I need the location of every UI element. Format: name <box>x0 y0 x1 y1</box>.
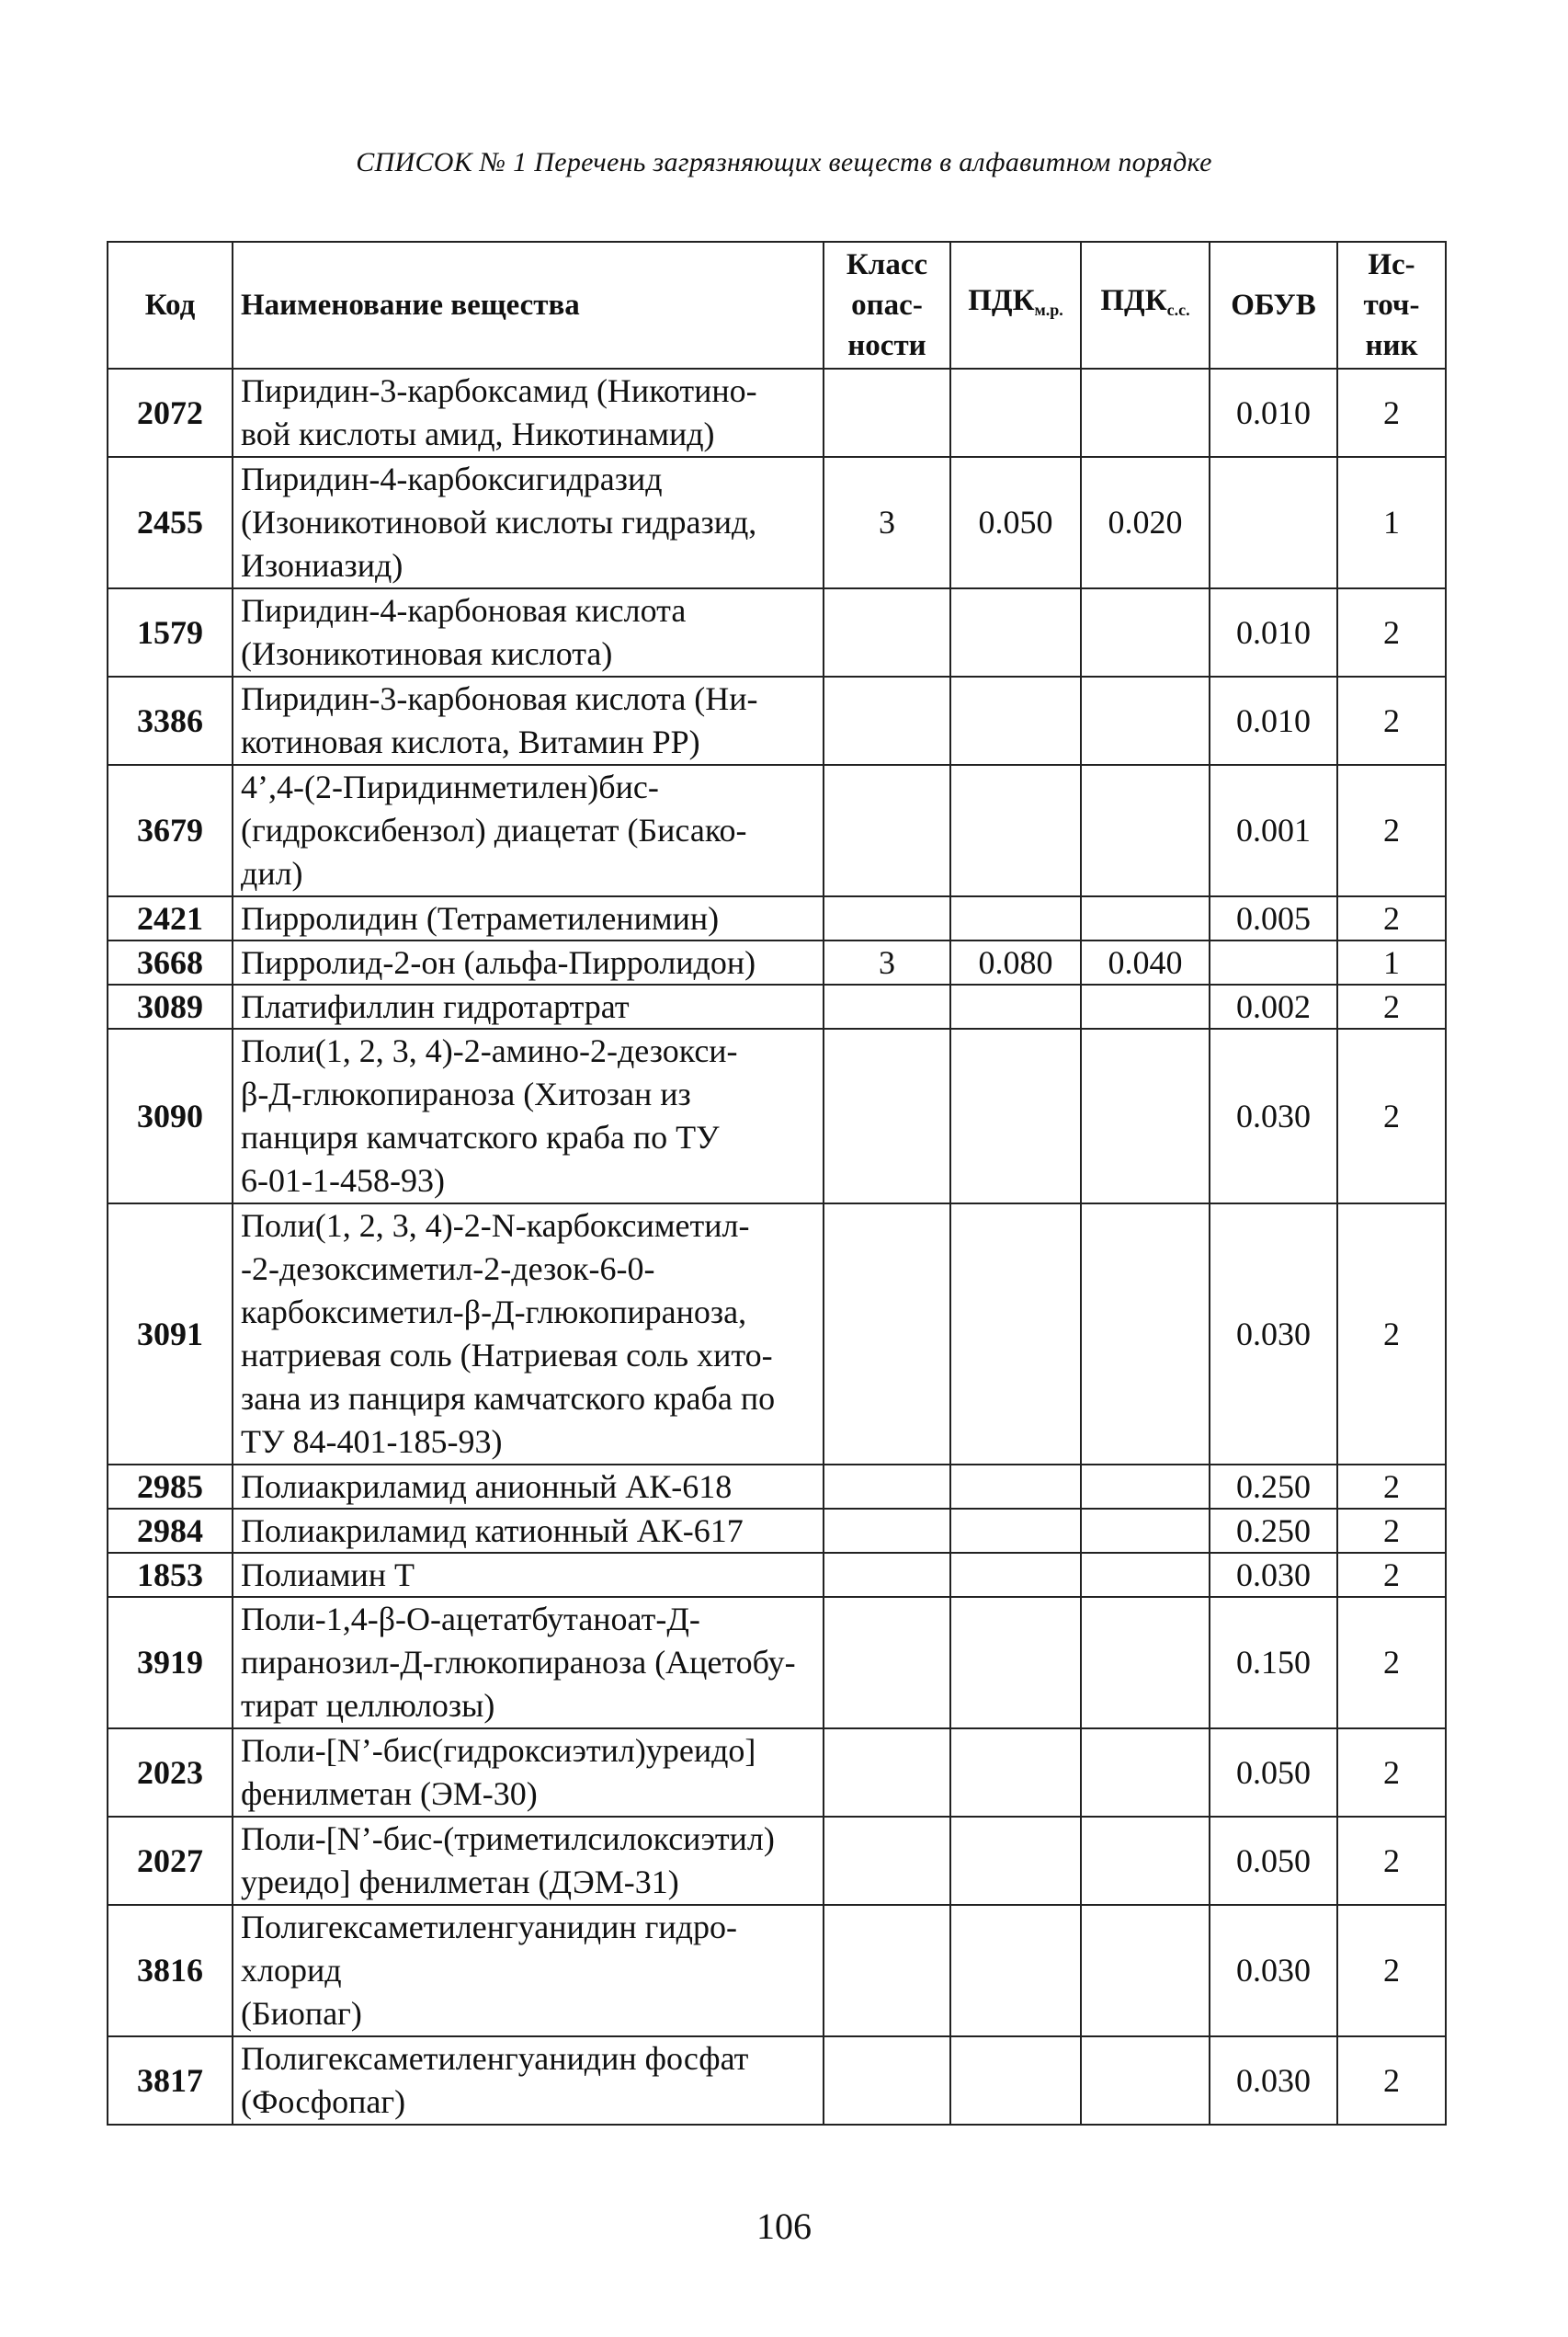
cell-pdk-mr <box>950 1905 1081 2036</box>
cell-name-line: 4’,4-(2-Пиридинметилен)бис- <box>241 769 659 805</box>
cell-name-line: (Изоникотиновая кислота) <box>241 635 613 672</box>
cell-pdk-mr <box>950 765 1081 896</box>
cell-hazard-class <box>824 369 950 457</box>
cell-name-line: -2-дезоксиметил-2-дезок-6-0- <box>241 1250 655 1287</box>
cell-hazard-class <box>824 985 950 1029</box>
cell-name-line: Поли(1, 2, 3, 4)-2-N-карбоксиметил- <box>241 1207 750 1244</box>
cell-pdk-ss <box>1081 1553 1210 1597</box>
cell-name-line: дил) <box>241 855 303 892</box>
table-row <box>108 588 1446 677</box>
cell-name-line: Пиридин-4-карбоксигидразид <box>241 461 663 497</box>
cell-name <box>233 1553 824 1597</box>
cell-source: 2 <box>1337 1553 1446 1597</box>
header-source-line: ник <box>1365 329 1418 362</box>
cell-name-line: Пиридин-3-карбоксамид (Никотино- <box>241 372 757 409</box>
cell-hazard-class <box>824 765 950 896</box>
cell-hazard-class <box>824 677 950 765</box>
cell-obuv: 0.010 <box>1210 369 1337 457</box>
header-source-line: Ис- <box>1368 248 1415 281</box>
cell-obuv: 0.005 <box>1210 896 1337 940</box>
cell-pdk-ss <box>1081 896 1210 940</box>
header-hazard-class-line: опас- <box>851 289 923 322</box>
cell-name <box>233 1203 824 1465</box>
cell-name <box>233 940 824 985</box>
cell-name <box>233 369 824 457</box>
cell-code: 2072 <box>108 369 233 457</box>
cell-name-line: (гидроксибензол) диацетат (Бисако- <box>241 812 747 849</box>
cell-hazard-class <box>824 896 950 940</box>
header-name: Наименование вещества <box>233 242 824 369</box>
cell-code: 3386 <box>108 677 233 765</box>
cell-obuv: 0.002 <box>1210 985 1337 1029</box>
cell-obuv: 0.050 <box>1210 1817 1337 1905</box>
cell-name-line: Пиридин-3-карбоновая кислота (Ни- <box>241 680 758 717</box>
cell-name <box>233 2036 824 2125</box>
cell-source: 1 <box>1337 940 1446 985</box>
cell-code: 2027 <box>108 1817 233 1905</box>
header-pdk-ss-sub: с.с. <box>1166 301 1190 319</box>
cell-obuv <box>1210 457 1337 588</box>
cell-pdk-mr <box>950 985 1081 1029</box>
table-row <box>108 896 1446 940</box>
cell-name-line: Поли-1,4-β-О-ацетатбутаноат-Д- <box>241 1601 700 1637</box>
cell-obuv: 0.030 <box>1210 1029 1337 1203</box>
cell-pdk-mr <box>950 1203 1081 1465</box>
cell-code: 3089 <box>108 985 233 1029</box>
cell-pdk-mr <box>950 588 1081 677</box>
table-row <box>108 940 1446 985</box>
header-hazard-class <box>824 242 950 369</box>
cell-pdk-ss <box>1081 985 1210 1029</box>
cell-code: 3817 <box>108 2036 233 2125</box>
cell-pdk-ss <box>1081 1029 1210 1203</box>
cell-name-line: Полиамин Т <box>241 1556 415 1593</box>
cell-obuv: 0.050 <box>1210 1728 1337 1817</box>
cell-source: 2 <box>1337 1905 1446 2036</box>
cell-code: 3816 <box>108 1905 233 2036</box>
cell-hazard-class <box>824 1203 950 1465</box>
cell-hazard-class <box>824 2036 950 2125</box>
cell-pdk-ss <box>1081 588 1210 677</box>
cell-name <box>233 457 824 588</box>
cell-code: 2984 <box>108 1509 233 1553</box>
cell-pdk-mr <box>950 1597 1081 1728</box>
cell-name <box>233 1029 824 1203</box>
table-row <box>108 1509 1446 1553</box>
cell-pdk-mr <box>950 896 1081 940</box>
cell-hazard-class: 3 <box>824 457 950 588</box>
table-row <box>108 677 1446 765</box>
cell-name-line: (Биопаг) <box>241 1995 362 2032</box>
cell-hazard-class <box>824 1509 950 1553</box>
cell-code: 2455 <box>108 457 233 588</box>
cell-obuv: 0.030 <box>1210 1905 1337 2036</box>
cell-name-line: панциря камчатского краба по ТУ <box>241 1119 720 1156</box>
cell-pdk-ss <box>1081 1465 1210 1509</box>
cell-name <box>233 1465 824 1509</box>
table-row <box>108 1553 1446 1597</box>
cell-pdk-mr <box>950 1728 1081 1817</box>
header-pdk-mr-sub: м.р. <box>1034 301 1063 319</box>
cell-obuv: 0.030 <box>1210 1203 1337 1465</box>
cell-pdk-ss <box>1081 1817 1210 1905</box>
table-row <box>108 1728 1446 1817</box>
cell-obuv <box>1210 940 1337 985</box>
cell-source: 2 <box>1337 765 1446 896</box>
cell-hazard-class <box>824 1553 950 1597</box>
cell-code: 2421 <box>108 896 233 940</box>
table-row <box>108 765 1446 896</box>
cell-hazard-class <box>824 1905 950 2036</box>
cell-name-line: Платифиллин гидротартрат <box>241 988 630 1025</box>
table-row <box>108 1203 1446 1465</box>
cell-obuv: 0.010 <box>1210 588 1337 677</box>
cell-obuv: 0.250 <box>1210 1465 1337 1509</box>
cell-pdk-ss <box>1081 1905 1210 2036</box>
cell-name-line: Полиакриламид катионный АК-617 <box>241 1512 744 1549</box>
cell-code: 3919 <box>108 1597 233 1728</box>
cell-name <box>233 677 824 765</box>
cell-name-line: Изониазид) <box>241 547 403 584</box>
cell-name-line: пиранозил-Д-глюкопираноза (Ацетобу- <box>241 1644 796 1681</box>
cell-source: 2 <box>1337 1203 1446 1465</box>
header-pdk-mr <box>950 242 1081 369</box>
cell-pdk-ss <box>1081 677 1210 765</box>
cell-name-line: тират целлюлозы) <box>241 1687 495 1724</box>
cell-source: 2 <box>1337 1817 1446 1905</box>
cell-pdk-ss <box>1081 1203 1210 1465</box>
cell-source: 2 <box>1337 1728 1446 1817</box>
cell-name-line: вой кислоты амид, Никотинамид) <box>241 416 715 452</box>
cell-name-line: фенилметан (ЭМ-30) <box>241 1775 538 1812</box>
cell-pdk-mr <box>950 1817 1081 1905</box>
cell-obuv: 0.250 <box>1210 1509 1337 1553</box>
cell-code: 3091 <box>108 1203 233 1465</box>
cell-pdk-mr <box>950 1465 1081 1509</box>
cell-name-line: Полигексаметиленгуанидин гидро- <box>241 1909 737 1945</box>
cell-hazard-class <box>824 1817 950 1905</box>
page-number: 106 <box>756 2206 812 2247</box>
table-row <box>108 985 1446 1029</box>
table-row <box>108 1905 1446 2036</box>
cell-pdk-mr: 0.080 <box>950 940 1081 985</box>
cell-hazard-class: 3 <box>824 940 950 985</box>
cell-pdk-mr <box>950 1553 1081 1597</box>
cell-code: 3090 <box>108 1029 233 1203</box>
cell-hazard-class <box>824 1597 950 1728</box>
cell-obuv: 0.001 <box>1210 765 1337 896</box>
cell-name-line: (Фосфопаг) <box>241 2083 406 2120</box>
cell-name-line: β-Д-глюкопираноза (Хитозан из <box>241 1076 691 1112</box>
header-pdk-ss <box>1081 242 1210 369</box>
cell-name-line: Пиридин-4-карбоновая кислота <box>241 592 687 629</box>
cell-obuv: 0.030 <box>1210 1553 1337 1597</box>
cell-name-line: уреидо] фенилметан (ДЭМ-31) <box>241 1864 679 1900</box>
cell-obuv: 0.010 <box>1210 677 1337 765</box>
pollutants-table <box>107 241 1447 2126</box>
table-row <box>108 1029 1446 1203</box>
cell-name <box>233 985 824 1029</box>
cell-code: 1579 <box>108 588 233 677</box>
cell-source: 2 <box>1337 1509 1446 1553</box>
cell-pdk-ss <box>1081 1597 1210 1728</box>
header-code: Код <box>108 242 233 369</box>
cell-obuv: 0.150 <box>1210 1597 1337 1728</box>
cell-pdk-mr <box>950 2036 1081 2125</box>
header-source-line: точ- <box>1363 289 1420 322</box>
cell-code: 3679 <box>108 765 233 896</box>
cell-name-line: (Изоникотиновой кислоты гидразид, <box>241 504 757 541</box>
table-row <box>108 369 1446 457</box>
cell-name <box>233 1728 824 1817</box>
header-hazard-class-line: Класс <box>846 248 928 281</box>
table-row <box>108 1465 1446 1509</box>
cell-code: 3668 <box>108 940 233 985</box>
cell-name <box>233 896 824 940</box>
cell-pdk-mr <box>950 1509 1081 1553</box>
cell-source: 2 <box>1337 1465 1446 1509</box>
cell-name-line: Поли-[N’-бис-(триметилсилоксиэтил) <box>241 1820 775 1857</box>
header-source <box>1337 242 1446 369</box>
cell-pdk-ss <box>1081 765 1210 896</box>
cell-name-line: ТУ 84-401-185-93) <box>241 1423 503 1460</box>
cell-source: 2 <box>1337 985 1446 1029</box>
header-pdk-ss-main: ПДК <box>1100 284 1167 317</box>
cell-pdk-ss <box>1081 2036 1210 2125</box>
cell-source: 2 <box>1337 1029 1446 1203</box>
cell-pdk-ss <box>1081 369 1210 457</box>
cell-name-line: Пирролид-2-он (альфа-Пирролидон) <box>241 944 756 981</box>
cell-source: 2 <box>1337 677 1446 765</box>
cell-name-line: натриевая соль (Натриевая соль хито- <box>241 1337 773 1374</box>
header-hazard-class-line: ности <box>847 329 926 362</box>
table-row <box>108 1597 1446 1728</box>
cell-name <box>233 588 824 677</box>
cell-name-line: Полигексаметиленгуанидин фосфат <box>241 2040 749 2077</box>
cell-name <box>233 1905 824 2036</box>
cell-name <box>233 1597 824 1728</box>
cell-name-line: котиновая кислота, Витамин РР) <box>241 724 700 760</box>
table-row <box>108 1817 1446 1905</box>
cell-source: 2 <box>1337 1597 1446 1728</box>
cell-hazard-class <box>824 1728 950 1817</box>
page-title: СПИСОК № 1 Перечень загрязняющих веществ в алфавитном порядке <box>356 147 1212 177</box>
cell-code: 2985 <box>108 1465 233 1509</box>
cell-pdk-mr <box>950 369 1081 457</box>
table-header-row <box>108 242 1446 369</box>
cell-pdk-ss <box>1081 1509 1210 1553</box>
table-row <box>108 457 1446 588</box>
cell-name-line: Поли(1, 2, 3, 4)-2-амино-2-дезокси- <box>241 1032 738 1069</box>
cell-source: 1 <box>1337 457 1446 588</box>
cell-name-line: Пирролидин (Тетраметиленимин) <box>241 900 720 937</box>
cell-name <box>233 1817 824 1905</box>
cell-code: 1853 <box>108 1553 233 1597</box>
cell-hazard-class <box>824 1029 950 1203</box>
cell-pdk-mr <box>950 677 1081 765</box>
table-row <box>108 2036 1446 2125</box>
cell-hazard-class <box>824 588 950 677</box>
cell-name-line: 6-01-1-458-93) <box>241 1162 445 1199</box>
cell-name-line: зана из панциря камчатского краба по <box>241 1380 776 1417</box>
cell-pdk-mr <box>950 1029 1081 1203</box>
cell-pdk-mr: 0.050 <box>950 457 1081 588</box>
cell-pdk-ss: 0.020 <box>1081 457 1210 588</box>
cell-pdk-ss <box>1081 1728 1210 1817</box>
header-pdk-mr-main: ПДК <box>968 284 1035 317</box>
header-obuv: ОБУВ <box>1210 242 1337 369</box>
cell-name <box>233 765 824 896</box>
cell-pdk-ss: 0.040 <box>1081 940 1210 985</box>
cell-name-line: Полиакриламид анионный АК-618 <box>241 1468 733 1505</box>
cell-source: 2 <box>1337 588 1446 677</box>
cell-name-line: карбоксиметил-β-Д-глюкопираноза, <box>241 1294 747 1330</box>
cell-name-line: Поли-[N’-бис(гидроксиэтил)уреидо] <box>241 1732 756 1769</box>
cell-source: 2 <box>1337 896 1446 940</box>
cell-source: 2 <box>1337 2036 1446 2125</box>
table-body <box>108 369 1446 2125</box>
cell-name <box>233 1509 824 1553</box>
cell-code: 2023 <box>108 1728 233 1817</box>
cell-name-line: хлорид <box>241 1952 342 1989</box>
cell-source: 2 <box>1337 369 1446 457</box>
cell-hazard-class <box>824 1465 950 1509</box>
cell-obuv: 0.030 <box>1210 2036 1337 2125</box>
